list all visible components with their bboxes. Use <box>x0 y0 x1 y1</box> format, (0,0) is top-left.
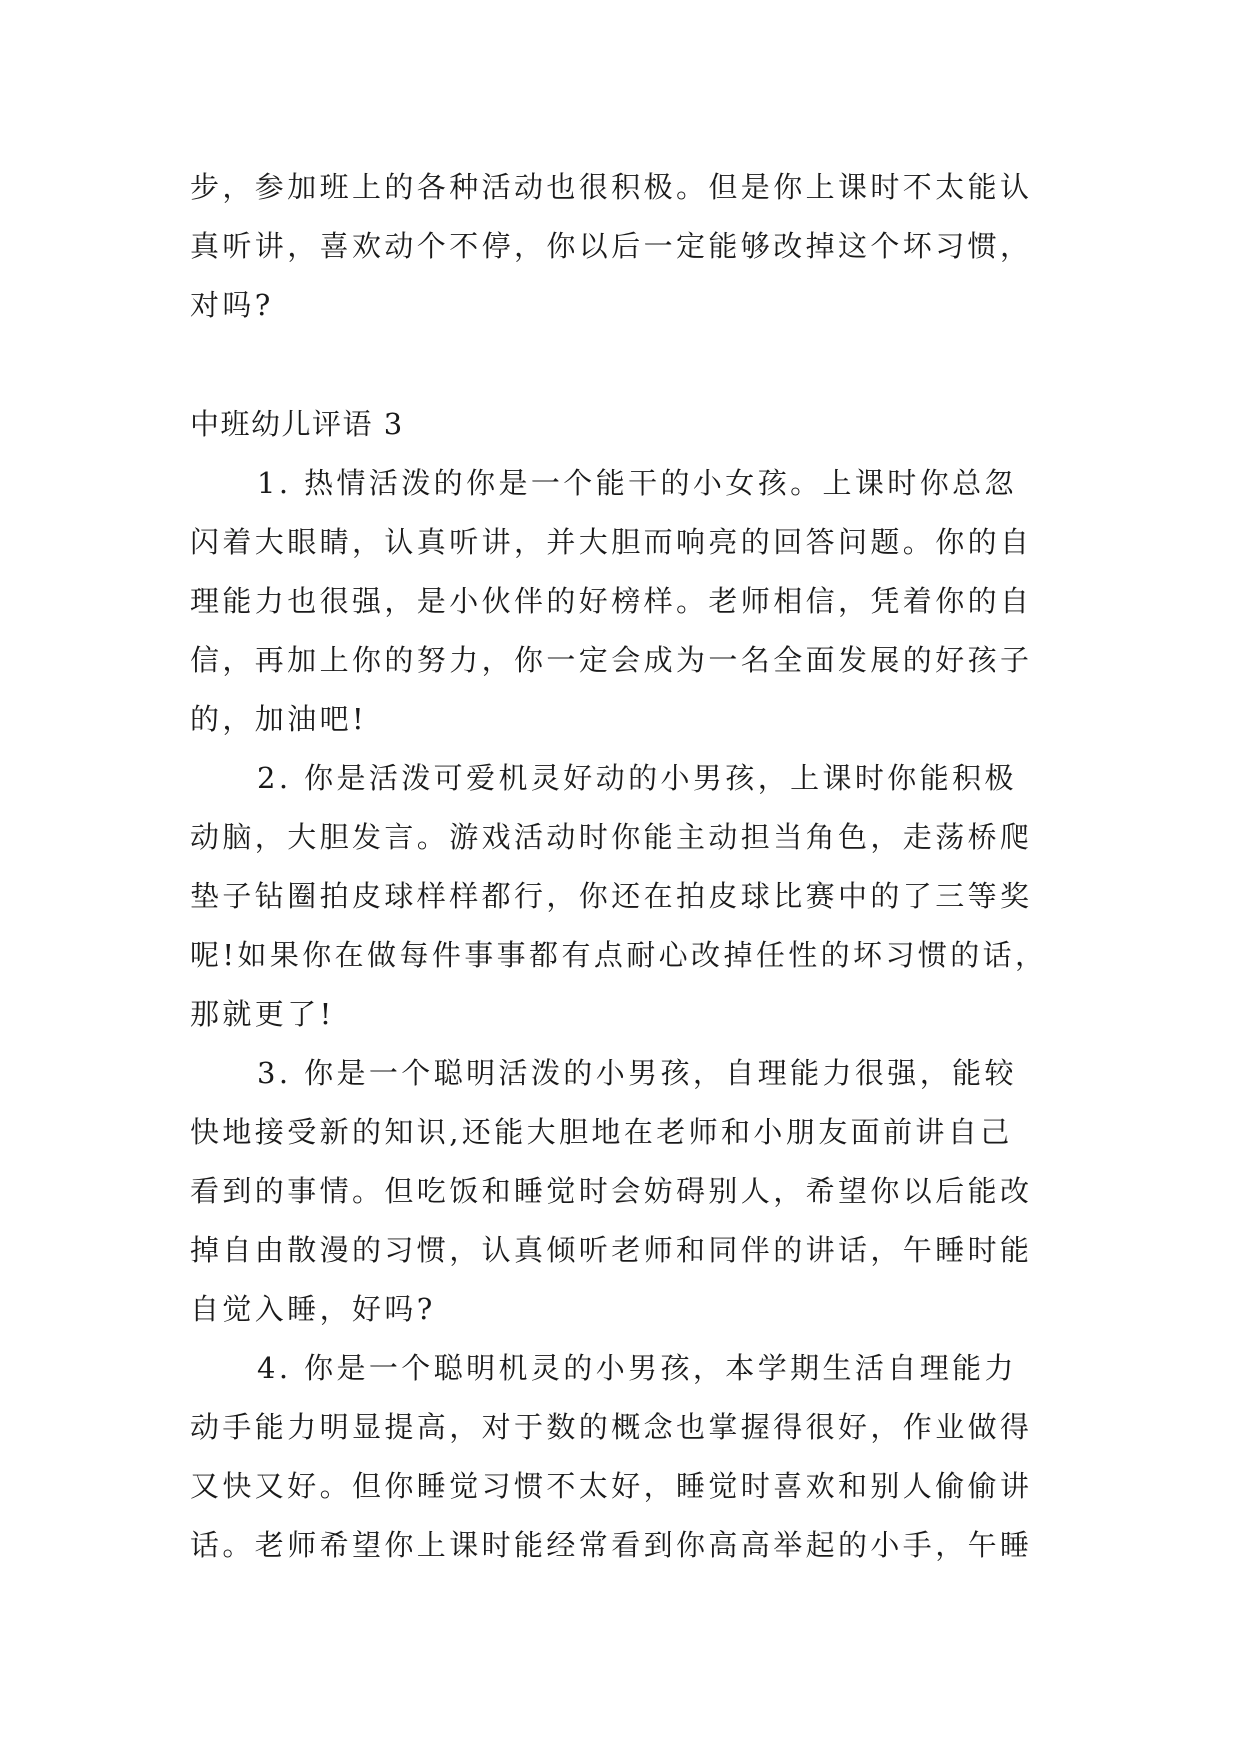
text-line: 看到的事情。但吃饭和睡觉时会妨碍别人，希望你以后能改 <box>190 1174 1033 1208</box>
text-line: 真听讲，喜欢动个不停，你以后一定能够改掉这个坏习惯， <box>190 229 1033 263</box>
text-line: 快地接受新的知识,还能大胆地在老师和小朋友面前讲自己 <box>190 1115 1013 1149</box>
text-line: 动脑，大胆发言。游戏活动时你能主动担当角色，走荡桥爬 <box>190 820 1033 854</box>
paragraph-first-line: 2. 你是活泼可爱机灵好动的小男孩，上课时你能积极 <box>257 761 1017 795</box>
text-line: 垫子钻圈拍皮球样样都行，你还在拍皮球比赛中的了三等奖 <box>190 879 1033 913</box>
text-line: 的，加油吧! <box>190 702 368 736</box>
section-title: 中班幼儿评语 3 <box>190 407 404 441</box>
text-line: 步，参加班上的各种活动也很积极。但是你上课时不太能认 <box>190 170 1033 204</box>
paragraph-first-line: 3. 你是一个聪明活泼的小男孩，自理能力很强，能较 <box>257 1056 1017 1090</box>
text-line: 理能力也很强，是小伙伴的好榜样。老师相信，凭着你的自 <box>190 584 1033 618</box>
paragraph-first-line: 4. 你是一个聪明机灵的小男孩，本学期生活自理能力 <box>257 1351 1017 1385</box>
text-line: 闪着大眼睛，认真听讲，并大胆而响亮的回答问题。你的自 <box>190 525 1033 559</box>
text-line: 话。老师希望你上课时能经常看到你高高举起的小手，午睡 <box>190 1528 1033 1562</box>
text-line: 又快又好。但你睡觉习惯不太好，睡觉时喜欢和别人偷偷讲 <box>190 1469 1033 1503</box>
text-line: 信，再加上你的努力，你一定会成为一名全面发展的好孩子 <box>190 643 1033 677</box>
text-line: 掉自由散漫的习惯，认真倾听老师和同伴的讲话，午睡时能 <box>190 1233 1033 1267</box>
text-line: 自觉入睡，好吗? <box>190 1292 436 1326</box>
text-line: 动手能力明显提高，对于数的概念也掌握得很好，作业做得 <box>190 1410 1033 1444</box>
text-line: 对吗? <box>190 288 274 322</box>
text-line: 呢!如果你在做每件事事都有点耐心改掉任性的坏习惯的话， <box>190 938 1048 972</box>
paragraph-first-line: 1. 热情活泼的你是一个能干的小女孩。上课时你总忽 <box>257 466 1017 500</box>
text-line: 那就更了! <box>190 997 335 1031</box>
